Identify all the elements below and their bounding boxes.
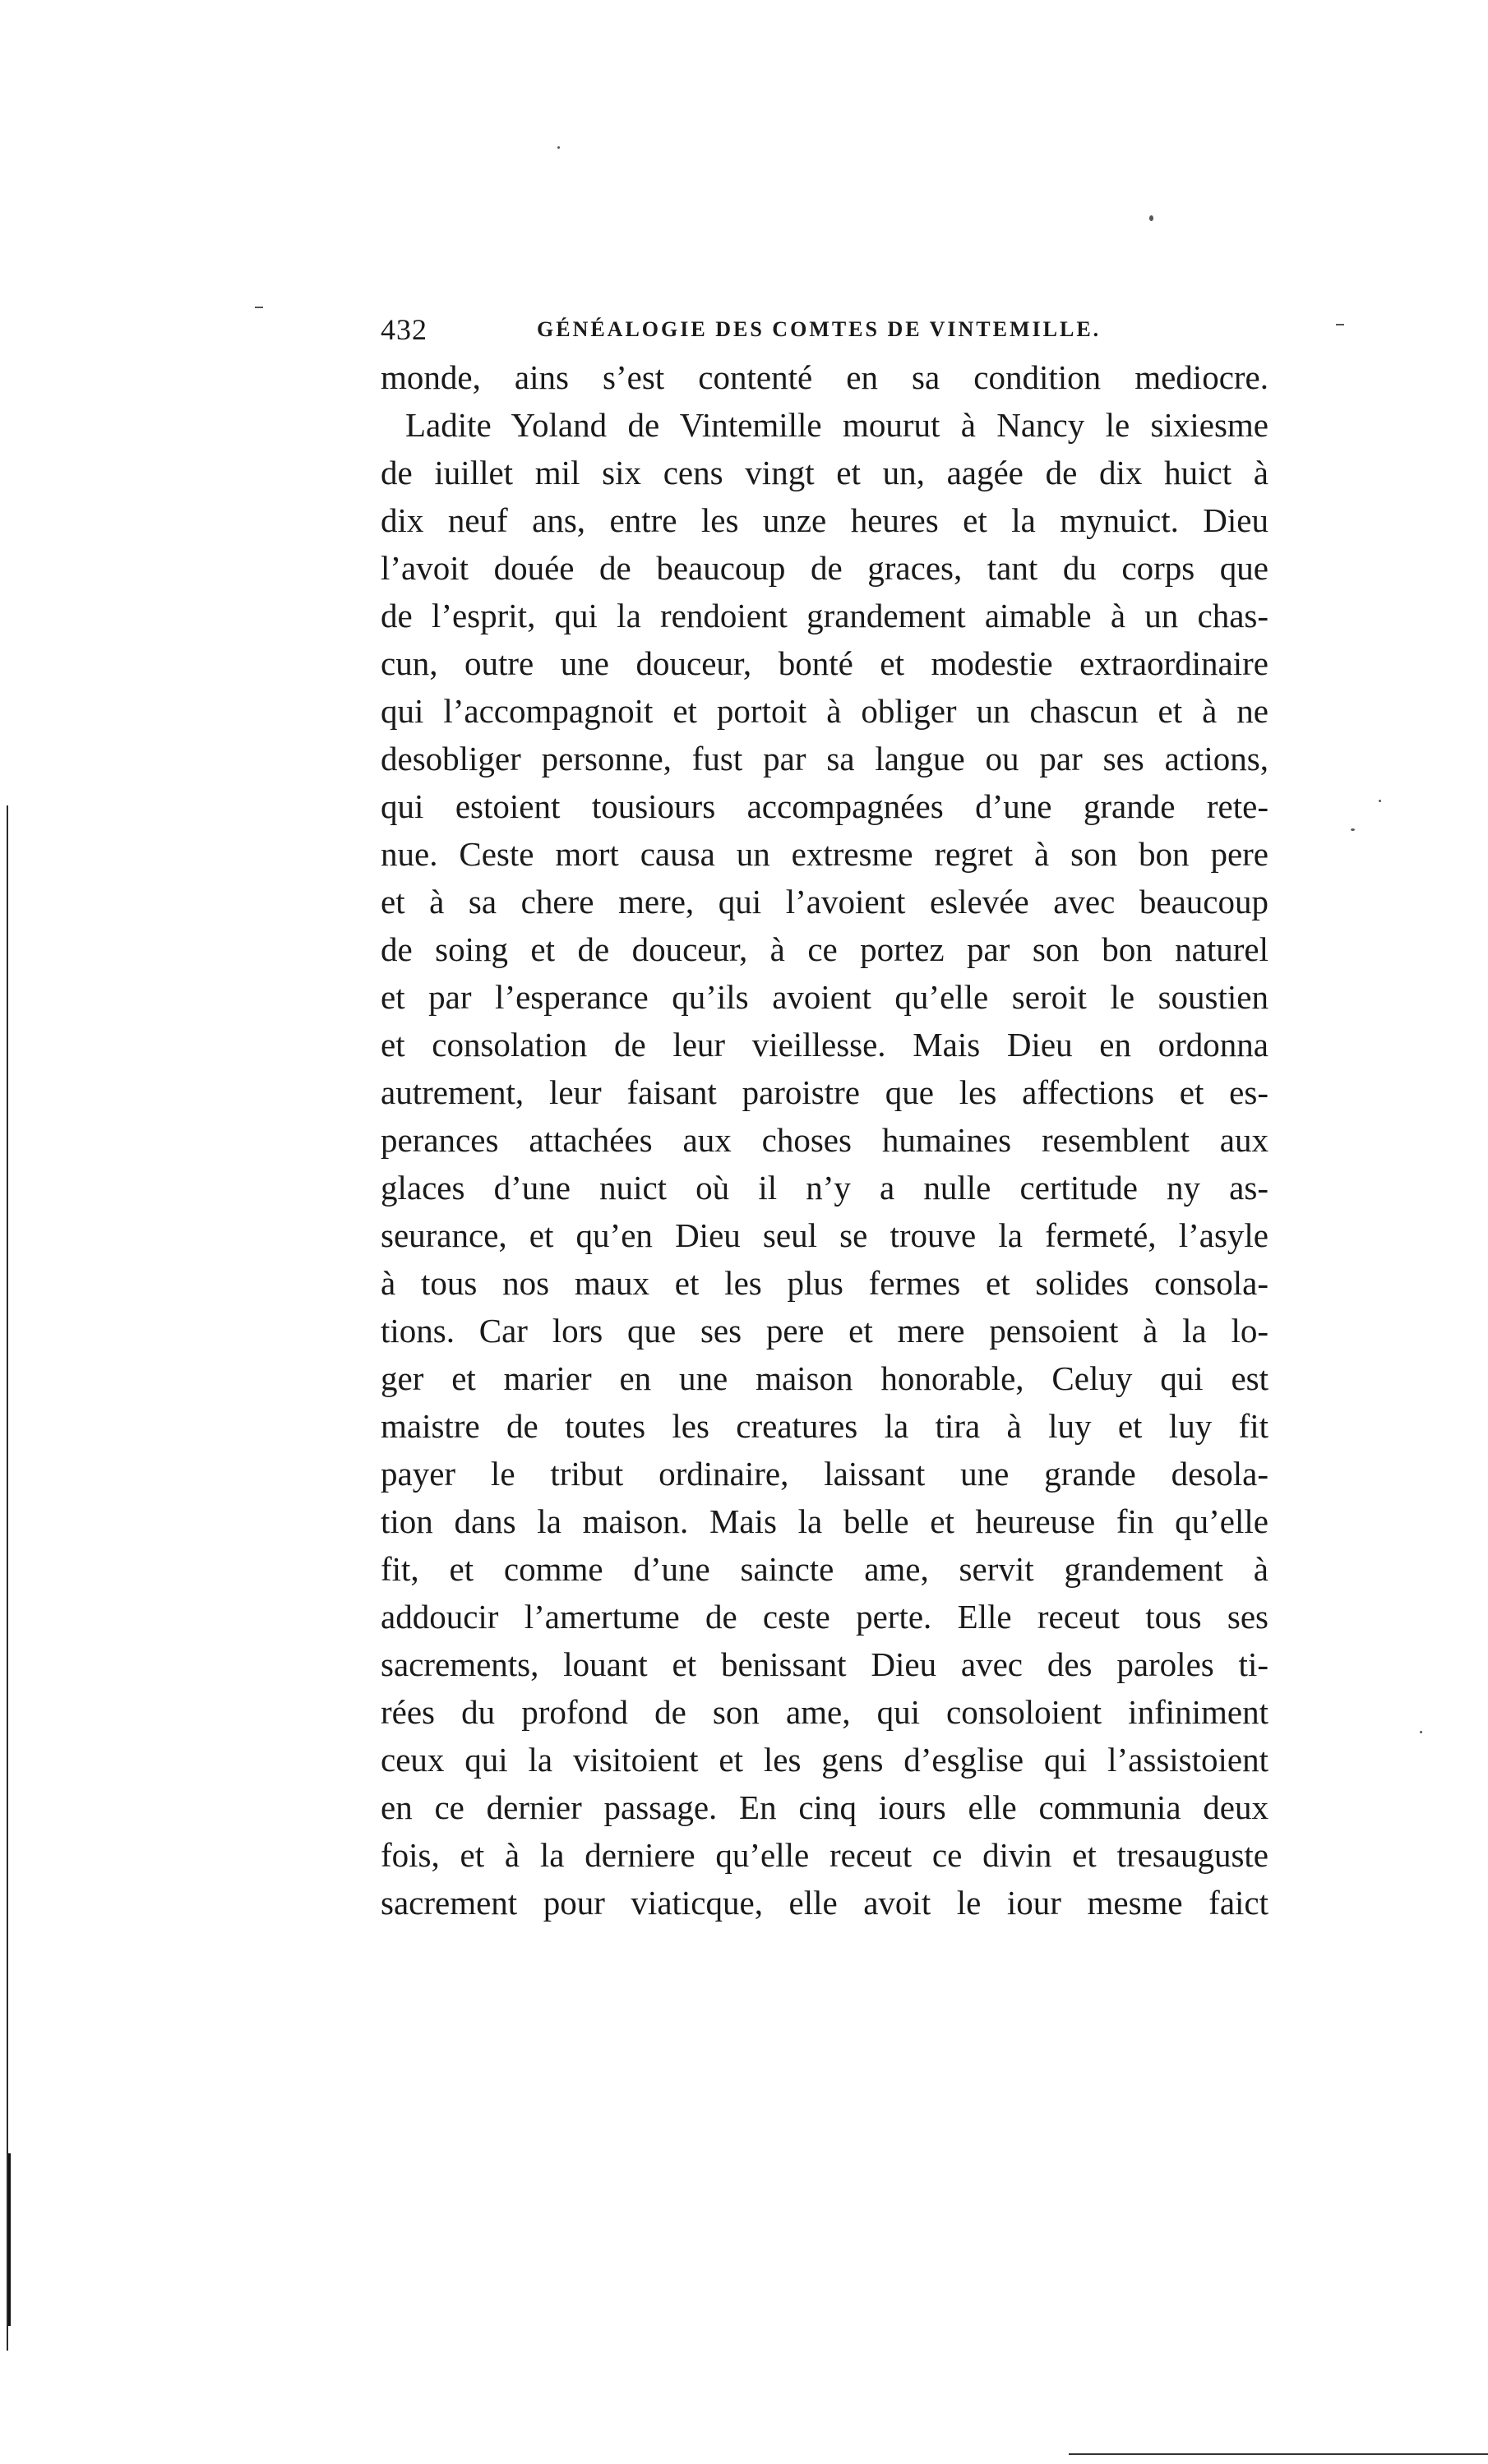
text-line: en ce dernier passage. En cinq iours elle communia deux (381, 1788, 1268, 1826)
text-line: seurance, et qu’en Dieu seul se trouve la fermeté, l’asyle (381, 1216, 1268, 1254)
text-line: monde, ains s’est contenté en sa condition mediocre. (381, 358, 1268, 396)
text-line: glaces d’une nuict où il n’y a nulle certitude ny as- (381, 1169, 1268, 1207)
text-line: cun, outre une douceur, bonté et modestie extraordinaire (381, 644, 1268, 682)
text-line: tions. Car lors que ses pere et mere pensoient à la lo- (381, 1312, 1268, 1350)
text-line: tion dans la maison. Mais la belle et heureuse fin qu’elle (381, 1502, 1268, 1540)
text-line: sacrement pour viaticque, elle avoit le iour mesme faict (381, 1884, 1268, 1922)
text-line: ceux qui la visitoient et les gens d’esglise qui l’assistoient (381, 1741, 1268, 1779)
text-line: qui l’accompagnoit et portoit à obliger un chascun et à ne (381, 692, 1268, 730)
text-line: et consolation de leur vieillesse. Mais Dieu en ordonna (381, 1026, 1268, 1064)
scan-speck (1351, 828, 1355, 831)
text-line: dix neuf ans, entre les unze heures et la mynuict. Dieu (381, 501, 1268, 539)
text-line: fit, et comme d’une saincte ame, servit grandement à (381, 1550, 1268, 1588)
bottom-edge-rule (1069, 2453, 1488, 2455)
running-title: GÉNÉALOGIE DES COMTES DE VINTEMILLE. (537, 317, 1102, 341)
text-line: nue. Ceste mort causa un extresme regret à son bon pere (381, 835, 1268, 873)
scan-speck (1420, 1731, 1422, 1733)
left-margin-rule (7, 805, 8, 2351)
text-line: desobliger personne, fust par sa langue ou par ses actions, (381, 740, 1268, 777)
scan-speck (1149, 215, 1153, 221)
text-line: maistre de toutes les creatures la tira à luy et luy fit (381, 1407, 1268, 1445)
text-line: ger et marier en une maison honorable, Celuy qui est (381, 1359, 1268, 1397)
text-line: Ladite Yoland de Vintemille mourut à Nancy le sixiesme (405, 406, 1268, 444)
page-number: 432 (381, 313, 427, 346)
text-line: de soing et de douceur, à ce portez par son bon naturel (381, 930, 1268, 968)
scan-speck (255, 307, 263, 308)
text-line: de l’esprit, qui la rendoient grandement aimable à un chas- (381, 597, 1268, 634)
text-line: addoucir l’amertume de ceste perte. Elle receut tous ses (381, 1598, 1268, 1636)
body-text (381, 353, 1268, 1926)
text-line: fois, et à la derniere qu’elle receut ce divin et tresauguste (381, 1836, 1268, 1874)
text-line: à tous nos maux et les plus fermes et solides consola- (381, 1264, 1268, 1302)
text-line: l’avoit douée de beaucoup de graces, tant du corps que (381, 549, 1268, 587)
text-line: sacrements, louant et benissant Dieu avec des paroles ti- (381, 1645, 1268, 1683)
scan-speck (557, 146, 560, 149)
scan-speck (1379, 800, 1381, 802)
scan-speck (1336, 324, 1344, 325)
text-line: rées du profond de son ame, qui consoloient infiniment (381, 1693, 1268, 1731)
text-line: qui estoient tousiours accompagnées d’une grande rete- (381, 787, 1268, 825)
text-line: et par l’esperance qu’ils avoient qu’elle seroit le soustien (381, 978, 1268, 1016)
text-line: de iuillet mil six cens vingt et un, aagée de dix huict à (381, 454, 1268, 491)
text-line: autrement, leur faisant paroistre que les affections et es- (381, 1073, 1268, 1111)
text-line: payer le tribut ordinaire, laissant une grande desola- (381, 1455, 1268, 1493)
running-header (381, 312, 1268, 353)
text-line: et à sa chere mere, qui l’avoient eslevée avec beaucoup (381, 883, 1268, 921)
text-line: perances attachées aux choses humaines resemblent aux (381, 1121, 1268, 1159)
left-margin-binding-edge (8, 2153, 11, 2326)
